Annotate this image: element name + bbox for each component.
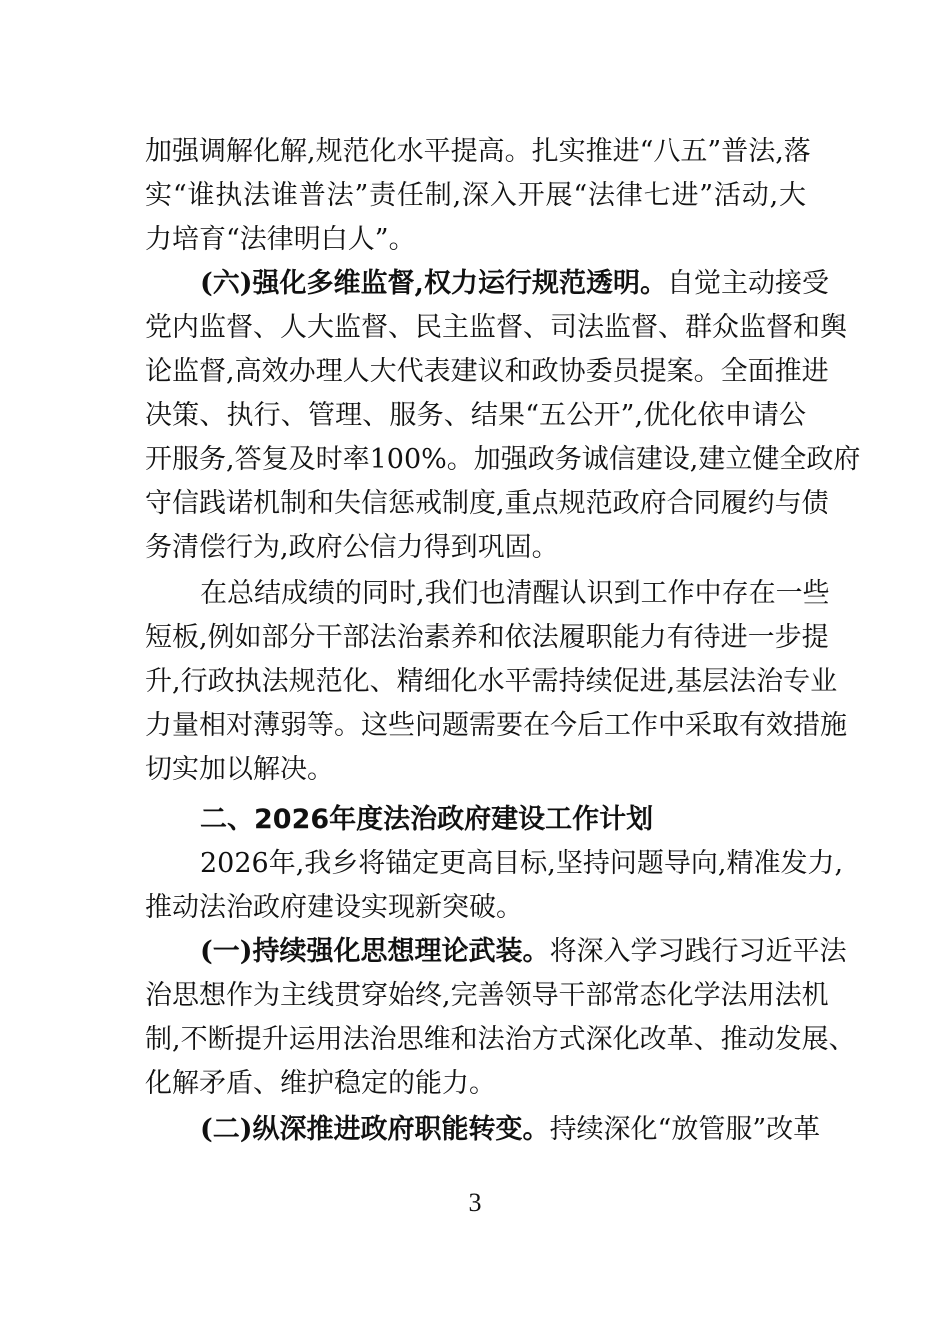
line-text: 加强调解化解,规范化水平提高。扎实推进“八五”普法,落 <box>145 136 811 167</box>
text-line <box>145 222 806 258</box>
text-line <box>145 442 861 478</box>
line-text: 2026年,我乡将锚定更高目标,坚持问题导向,精准发力, <box>200 848 844 879</box>
text-line <box>145 354 829 390</box>
text-line <box>145 398 806 434</box>
line-text: 升,行政执法规范化、精细化水平需持续促进,基层法治专业 <box>145 666 838 697</box>
line-text: 开服务,答复及时率100%。加强政务诚信建设,建立健全政府 <box>145 444 861 475</box>
text-line <box>145 708 847 744</box>
text-line <box>200 1112 821 1148</box>
line-text: 推动法治政府建设实现新突破。 <box>145 892 523 923</box>
line-text: 党内监督、人大监督、民主监督、司法监督、群众监督和舆 <box>145 312 847 343</box>
text-line <box>145 752 806 788</box>
text-line <box>145 310 847 346</box>
text-line <box>145 890 806 926</box>
line-text: 力量相对薄弱等。这些问题需要在今后工作中采取有效措施 <box>145 710 847 741</box>
line-text: 守信践诺机制和失信惩戒制度,重点规范政府合同履约与债 <box>145 488 829 519</box>
line-text: 二、2026年度法治政府建设工作计划 <box>200 804 654 835</box>
line-text: 治思想作为主线贯穿始终,完善领导干部常态化学法用法机 <box>145 980 829 1011</box>
line-text: 短板,例如部分干部法治素养和依法履职能力有待进一步提 <box>145 622 829 653</box>
text-line <box>145 486 829 522</box>
text-line <box>145 1066 806 1102</box>
line-text: 化解矛盾、维护稳定的能力。 <box>145 1068 496 1099</box>
text-line <box>145 178 806 214</box>
line-text: 自觉主动接受 <box>666 268 829 299</box>
text-line <box>200 266 829 302</box>
text-line <box>200 846 844 882</box>
text-line <box>145 1022 856 1058</box>
text-line <box>200 934 847 970</box>
section-heading <box>200 802 806 838</box>
line-text: 切实加以解决。 <box>145 754 334 785</box>
line-text: 决策、执行、管理、服务、结果“五公开”,优化依申请公 <box>145 400 806 431</box>
text-line <box>145 134 811 170</box>
line-text: 务清偿行为,政府公信力得到巩固。 <box>145 532 559 563</box>
line-text: 制,不断提升运用法治思维和法治方式深化改革、推动发展、 <box>145 1024 856 1055</box>
text-line <box>145 620 829 656</box>
page-number: 3 <box>468 1188 482 1217</box>
line-text: 在总结成绩的同时,我们也清醒认识到工作中存在一些 <box>200 578 830 609</box>
subheading-text: (六)强化多维监督,权力运行规范透明。 <box>200 268 667 299</box>
line-text: 持续深化“放管服”改革 <box>549 1114 821 1145</box>
text-line <box>145 530 806 566</box>
line-text: 力培育“法律明白人”。 <box>145 224 416 255</box>
line-text: 论监督,高效办理人大代表建议和政协委员提案。全面推进 <box>145 356 829 387</box>
subheading-text: (一)持续强化思想理论武装。 <box>200 936 550 967</box>
line-text: 将深入学习践行习近平法 <box>549 936 847 967</box>
subheading-text: (二)纵深推进政府职能转变。 <box>200 1114 550 1145</box>
text-line <box>145 664 838 700</box>
line-text: 实“谁执法谁普法”责任制,深入开展“法律七进”活动,大 <box>145 180 806 211</box>
text-line <box>200 576 830 612</box>
text-line <box>145 978 829 1014</box>
